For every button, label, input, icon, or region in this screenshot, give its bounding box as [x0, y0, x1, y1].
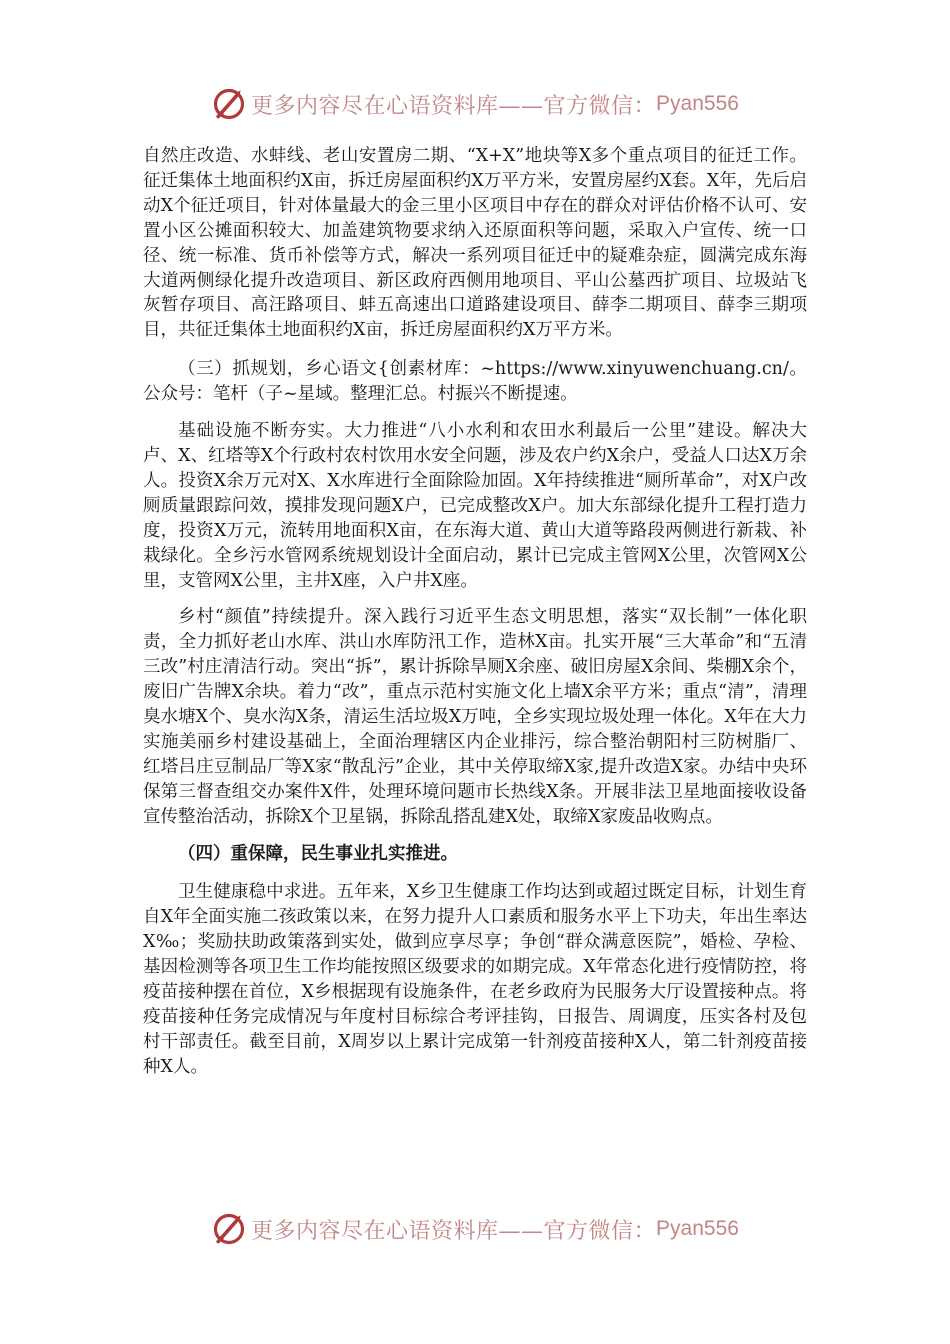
- section-four-heading: （四）重保障，民生事业扎实推进。: [178, 843, 458, 864]
- paragraph-relocation: 自然庄改造、水蚌线、老山安置房二期、“X+X”地块等X多个重点项目的征迁工作。征迁集体土地面积约X亩，拆迁房屋面积约X万平方米，安置房屋约X套。X年，先后启动X个征迁项目，针对体量最大的金三里小区项目中存在的群众对评估价格不认可、安置小区公摊面积较大、加盖建筑物要求纳入还原面积等问题，采取入户宣传、统一口径、统一标准、货币补偿等方式，解决一系列项目征迁中的疑难杂症，圆满完成东海大道两侧绿化提升改造项目、新区政府西侧用地项目、平山公墓西扩项目、垃圾站飞灰暂存项目、高汪路项目、蚌五高速出口道路建设项目、薛李二期项目、薛李三期项目，共征迁集体土地面积约X亩，拆迁房屋面积约X万平方米。: [143, 146, 807, 341]
- paragraph-village-appearance: 乡村“颜值”持续提升。深入践行习近平生态文明思想，落实“双长制”一体化职责，全力抓好老山水库、洪山水库防汛工作，造林X亩。扎实开展“三大革命”和“五清三改”村庄清洁行动。突出“拆”，累计拆除旱厕X余座、破旧房屋X余间、柴棚X余个，废旧广告牌X余块。着力“改”，重点示范村实施文化上墙X余平方米；重点“清”，清理臭水塘X个、臭水沟X条，清运生活垃圾X万吨，全乡实现垃圾处理一体化。X年在大力实施美丽乡村建设基础上，全面治理辖区内企业排污，综合整治朝阳村三防树脂厂、红塔吕庄豆制品厂等X家“散乱污”企业，其中关停取缔X家,提升改造X家。办结中央环保第三督查组交办案件X件，处理环境问题市长热线X条。开展非法卫星地面接收设备宣传整治活动，拆除X个卫星锅，拆除乱搭乱建X处，取缔X家废品收购点。: [143, 607, 807, 827]
- paragraph-health: 卫生健康稳中求进。五年来，X乡卫生健康工作均达到或超过既定目标，计划生育自X年全面实施二孩政策以来，在努力提升人口素质和服务水平上下功夫，年出生率达X‰；奖励扶助政策落到实处，做到应享尽享；争创“群众满意医院”，婚检、孕检、基因检测等各项卫生工作均能按照区级要求的如期完成。X年常态化进行疫情防控，将疫苗接种摆在首位，X乡根据现有设施条件，在老乡政府为民服务大厅设置接种点。将疫苗接种任务完成情况与年度村目标综合考评挂钩，日报告、周调度，压实各村及包村干部责任。截至目前，X周岁以上累计完成第一针剂疫苗接种X人，第二针剂疫苗接种X人。: [143, 882, 807, 1077]
- document-body: [143, 144, 807, 1092]
- brush-pen-logo-icon: [211, 1211, 247, 1247]
- header-banner: [0, 82, 950, 126]
- brush-pen-logo-icon: [211, 86, 247, 122]
- section-three-heading: （三）抓规划，乡心语文{创素材库：~https://www.xinyuwenchuang.cn/。公众号：笔杆（子~星域。整理汇总。村振兴不断提速。: [143, 359, 807, 405]
- footer-banner: [0, 1207, 950, 1251]
- header-wechat-id: Pyan556: [656, 92, 739, 115]
- footer-banner-text: 更多内容尽在心语资料库——官方微信：: [251, 1218, 657, 1244]
- paragraph-infrastructure: 基础设施不断夯实。大力推进“八小水利和农田水利最后一公里”建设。解决大卢、X、红塔等X个行政村农村饮用水安全问题，涉及农户约X余户，受益人口达X万余人。投资X余万元对X、X水库进行全面除险加固。X年持续推进“厕所革命”，对X户改厕质量跟踪问效，摸排发现问题X户，已完成整改X户。加大东部绿化提升工程打造力度，投资X万元，流转用地面积X亩，在东海大道、黄山大道等路段两侧进行新栽、补栽绿化。全乡污水管网系统规划设计全面启动，累计已完成主管网X公里，次管网X公里，支管网X公里，主井X座，入户井X座。: [143, 421, 807, 591]
- header-banner-text: 更多内容尽在心语资料库——官方微信：: [251, 93, 657, 119]
- footer-wechat-id: Pyan556: [656, 1217, 739, 1240]
